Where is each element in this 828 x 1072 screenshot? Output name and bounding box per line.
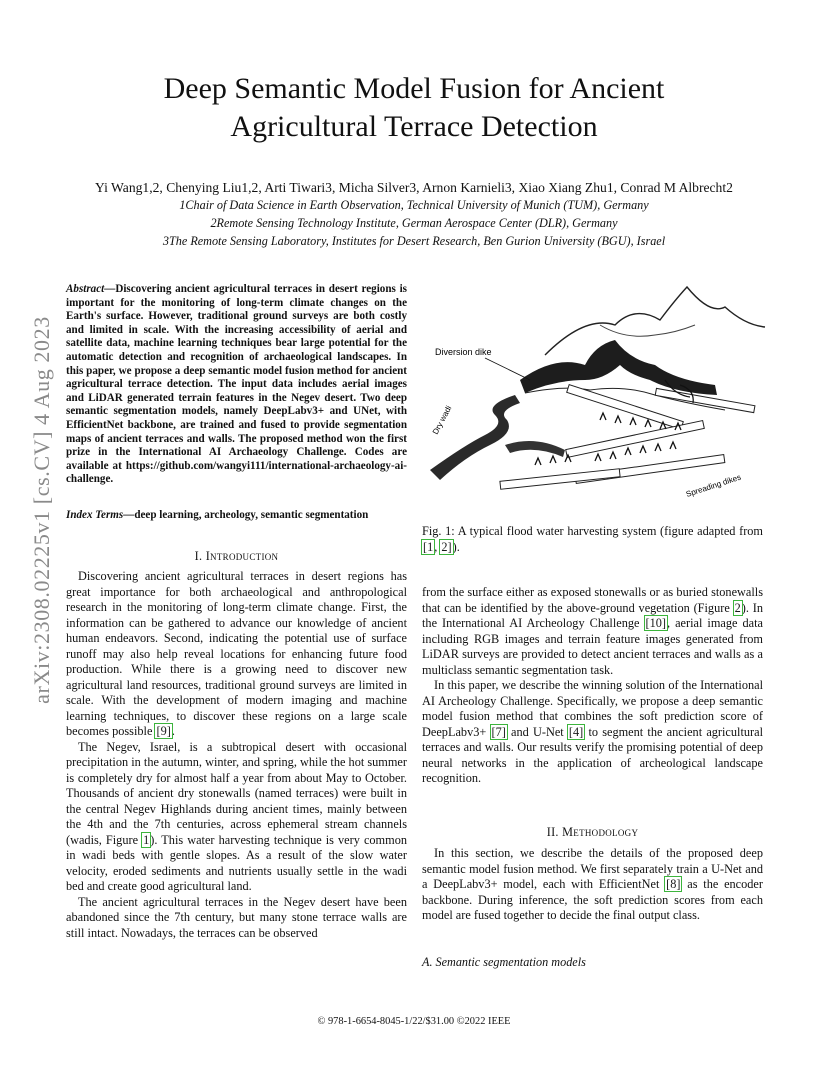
figure-illustration [425, 285, 770, 513]
title-line-2: Agricultural Terrace Detection [230, 110, 598, 143]
index-terms-label: Index Terms— [66, 509, 135, 521]
section-heading-introduction: I. Introduction [194, 549, 279, 563]
terrace-wall [500, 469, 620, 489]
abstract-text: Discovering ancient agricultural terraces in desert regions is important for the monitoring of long-term climate changes on the Earth's surface. However, traditional ground surveys are both costly and limited in scale. With the increasing accessibility of aerial and satellite data, machine learning techniques bear large potential for the automatic detection and recognition of archaeological landscapes. In this paper, we propose a deep semantic model fusion method for ancient agricultural terrace detection. The input data includes aerial images and LiDAR generated terrain features in the Negev desert. Two deep semantic segmentation models, namely DeepLabv3+ and UNet, with EfficientNet backbone, are trained and fused to provide segmentation maps of ancient terraces and walls. The proposed method won the first prize in the International AI Archaeology Challenge. Codes are available at https://github.com/wangyi111/international-archaeology-ai-challenge. [66, 283, 407, 486]
introduction-body [66, 569, 407, 941]
citation-link[interactable]: [1 [423, 540, 434, 554]
paper-title [60, 70, 768, 146]
intro-paragraph-3: The ancient agricultural terraces in the Negev desert have been abandoned since the 7th century, but many stone terrace walls are still intact. Nowadays, the terraces can be observed [66, 894, 407, 940]
methodology-body [422, 846, 763, 924]
figure-flood-harvesting [425, 285, 770, 513]
mountain-outline [545, 287, 765, 355]
author-list: Yi Wang1,2, Chenying Liu1,2, Arti Tiwari3, Micha Silver3, Arnon Karnieli3, Xiao Xiang Zhu1, Conrad M Albrecht2 [95, 180, 733, 195]
citation-link[interactable]: 2] [441, 540, 452, 554]
diversion-dike-shape [520, 340, 717, 395]
index-terms-text: deep learning, archeology, semantic segmentation [134, 509, 369, 521]
diversion-dike-label: Diversion dike [435, 347, 492, 357]
spreading-dikes-label: Spreading dikes [684, 472, 743, 499]
arxiv-identifier: arXiv:2308.02225v1 [cs.CV] 4 Aug 2023 [29, 316, 54, 704]
citation-link[interactable]: [4] [568, 724, 584, 739]
dry-wadi-label: Dry wadi [430, 404, 454, 436]
citation-link[interactable]: [7] [491, 724, 506, 739]
dike-leader-line [485, 358, 530, 380]
terrace-wall [566, 421, 705, 458]
right-paragraph-1: from the surface either as exposed stonewalls or as buried stonewalls that can be identified by the above-ground vegetation (Figure 2). In the International AI Archeology Challenge [10], aerial image data including RGB images and terrain feature images generated from LiDAR surveys are provided to detect ancient terraces and walls as a multiclass semantic segmentation task. [422, 585, 763, 677]
terrace-walls [500, 385, 755, 490]
intro-paragraph-2: The Negev, Israel, is a subtropical desert with occasional precipitation in the autumn, winter, and spring, while the hot summer is completely dry for almost half a year from about May to October. Thousands of ancient dry stonewalls (named terraces) were built in the central Negev Highlands during ancient times, mainly between the 4th and the 7th centuries, across ephemeral stream channels (wadis, Figure 1). This water harvesting technique is very common in wadi beds with gentle slopes. As a result of the slow water velocity, eroded sediments and nutrients usually settle in the wadi bed and create good agricultural land. [66, 739, 407, 893]
affiliation-1: 1Chair of Data Science in Earth Observation, Technical University of Munich (TUM), Germany [179, 198, 649, 212]
right-paragraph-2: In this paper, we describe the winning solution of the International AI Archeology Challenge. Specifically, we propose a deep semantic model fusion method that combines the soft prediction score of DeepLabv3+ [7] and U-Net [4] to segment the ancient agricultural terraces and walls. Our results verify the promising potential of deep neural networks in the application of archeological landscape recognition. [422, 678, 763, 785]
right-column-body [422, 585, 763, 787]
method-paragraph-1: In this section, we describe the details of the proposed deep semantic model fusion method. We first separately train a U-Net and a DeepLabv3+ model, each with EfficientNet [8] as the encoder backbone. During inference, the soft prediction scores from each model are fused together to decide the final output class. [422, 846, 763, 922]
section-heading-methodology: II. Methodology [546, 825, 639, 839]
copyright-footer: © 978-1-6654-8045-1/22/$31.00 ©2022 IEEE [317, 1016, 511, 1027]
citation-link[interactable]: [8] [666, 877, 681, 891]
wadi-branch [505, 441, 565, 457]
title-line-1: Deep Semantic Model Fusion for Ancient [163, 72, 665, 105]
citation-link[interactable]: [10] [645, 616, 666, 630]
figure-link[interactable]: 1 [143, 832, 150, 847]
subsection-heading: A. Semantic segmentation models [422, 955, 586, 969]
affiliation-3: 3The Remote Sensing Laboratory, Institutes for Desert Research, Ben Gurion University (BGU), Israel [162, 234, 666, 248]
figure-link[interactable]: 2 [734, 600, 741, 615]
abstract-label: Abstract— [66, 283, 116, 295]
hill-outline [600, 325, 695, 336]
intro-paragraph-1: Discovering ancient agricultural terraces in desert regions has great importance for both archaeological and anthropological research in the monitoring of long-term climate change. First, the information can be gathered to advance our knowledge of ancient human endeavors. Second, indicating the potential use of surface runoff may also help reveal locations for enhancing future food production. While there is a growing need to discover new agricultural land resources, traditional ground surveys are limited in scale. With the development of modern imaging and machine learning techniques, to discover these regions on a large scale becomes possible [9]. [66, 569, 407, 738]
figure-caption: Fig. 1: A typical flood water harvesting system (figure adapted from [1, 2]). [422, 524, 763, 554]
index-terms [66, 509, 407, 523]
affiliation-2: 2Remote Sensing Technology Institute, German Aerospace Center (DLR), Germany [210, 216, 618, 230]
citation-link[interactable]: [9] [156, 724, 171, 738]
abstract [66, 283, 407, 487]
